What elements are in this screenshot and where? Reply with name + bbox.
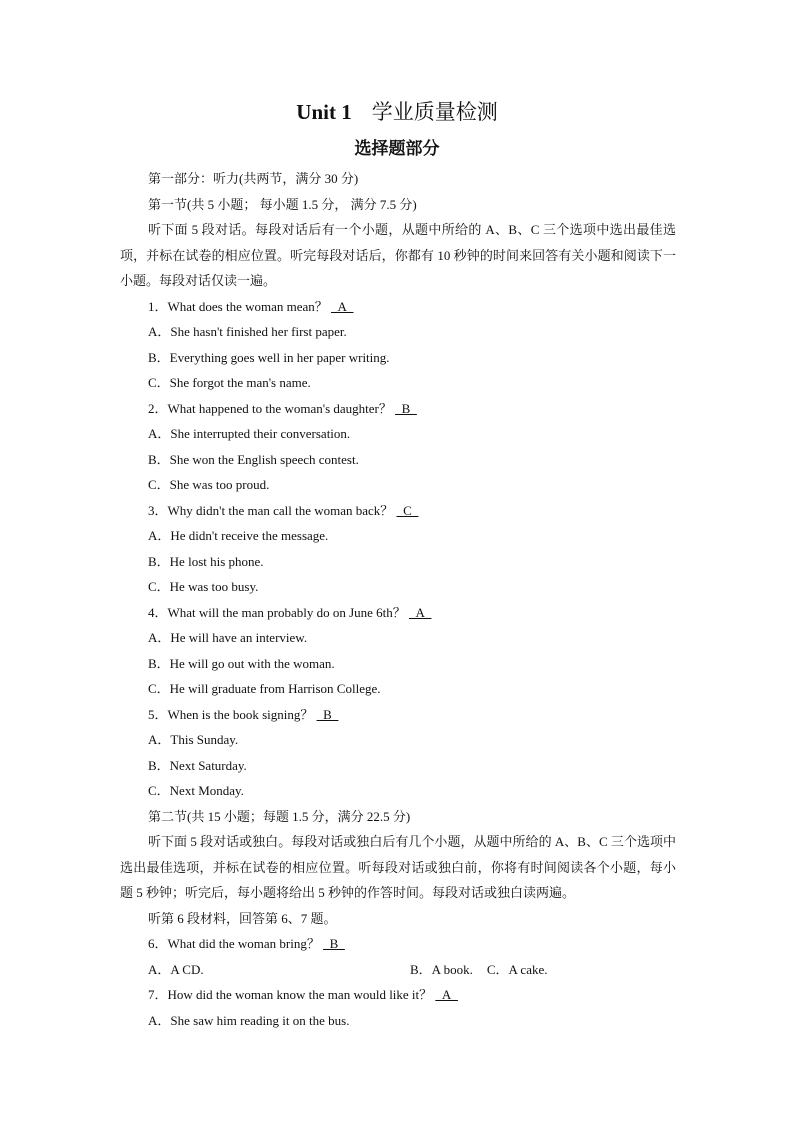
answer: _B_ bbox=[395, 400, 417, 416]
option: B．He lost his phone. bbox=[148, 553, 264, 569]
question-text: 4．What will the man probably do on June 6th？ bbox=[148, 604, 406, 620]
question-text: 7．How did the woman know the man would like it？ bbox=[148, 987, 433, 1002]
option: C．He was too busy. bbox=[148, 579, 259, 594]
option: A．She interrupted their conversation. bbox=[148, 426, 351, 441]
answer: _B_ bbox=[323, 936, 345, 951]
option: B．Next Saturday. bbox=[148, 757, 247, 773]
option: B．Everything goes well in her paper writing. bbox=[148, 349, 390, 365]
option: C．A cake. bbox=[486, 961, 548, 977]
option: A．He didn't receive the message. bbox=[148, 528, 329, 543]
part1-heading: 第一部分：听力(共两节，满分 30 分) bbox=[148, 171, 359, 186]
question-3 bbox=[120, 498, 676, 524]
option: A．She saw him reading it on the bus. bbox=[148, 1012, 350, 1028]
answer: _A_ bbox=[409, 604, 432, 620]
section2-heading: 第二节(共 15 小题；每题 1.5 分，满分 22.5 分) bbox=[148, 808, 411, 824]
question-text: 6．What did the woman bring？ bbox=[148, 936, 320, 951]
option: A．A CD. bbox=[148, 961, 204, 977]
option: B．A book. bbox=[410, 961, 473, 977]
question-text: 1．What does the woman mean？ bbox=[148, 298, 328, 314]
option: C．She was too proud. bbox=[148, 477, 270, 492]
option: C．She forgot the man's name. bbox=[148, 375, 311, 390]
question-5 bbox=[120, 702, 676, 728]
question-4 bbox=[120, 600, 676, 626]
page-title bbox=[0, 98, 794, 126]
question-text: 5．When is the book signing？ bbox=[148, 706, 314, 722]
option: A．She hasn't finished her first paper. bbox=[148, 324, 347, 339]
section2-instructions: 听下面 5 段对话或独白。每段对话或独白后有几个小题，从题中所给的 A、B、C 三个选项中选出最佳选项，并标在试卷的相应位置。听每段对话或独白前，你将有时间阅读各个小题，每小题 5 秒钟；听完后，每小题将给出 5 秒钟的作答时间。每段对话或独白读两遍。 bbox=[120, 834, 676, 900]
section1-instructions: 听下面 5 段对话。每段对话后有一个小题，从题中所给的 A、B、C 三个选项中选出最佳选项，并标在试卷的相应位置。听完每段对话后，你都有 10 秒钟的时间来回答有关小题和阅读下一小题。每段对话仅读一遍。 bbox=[120, 222, 676, 288]
question-6 bbox=[120, 931, 676, 957]
section-subtitle: 选择题部分 bbox=[354, 139, 440, 158]
option: A．He will have an interview. bbox=[148, 630, 308, 645]
document-body bbox=[120, 166, 676, 1033]
unit-title-name: 学业质量检测 bbox=[371, 100, 498, 124]
option: C．He will graduate from Harrison College. bbox=[148, 681, 381, 696]
question-7 bbox=[120, 982, 676, 1008]
answer: _A_ bbox=[331, 298, 354, 314]
option: B．He will go out with the woman. bbox=[148, 655, 335, 671]
question-6-options bbox=[120, 957, 676, 983]
question-2 bbox=[120, 396, 676, 422]
unit-label: Unit 1 bbox=[296, 100, 352, 124]
section1-heading: 第一节(共 5 小题； 每小题 1.5 分， 满分 7.5 分) bbox=[148, 196, 417, 212]
answer: _B_ bbox=[316, 706, 339, 722]
option: C．Next Monday. bbox=[148, 783, 244, 798]
question-text: 3．Why didn't the man call the woman back？ bbox=[148, 502, 394, 518]
option: A．This Sunday. bbox=[148, 732, 239, 747]
material-6-heading: 听第 6 段材料，回答第 6、7 题。 bbox=[148, 910, 337, 926]
answer: _C_ bbox=[396, 502, 419, 518]
question-1 bbox=[120, 294, 676, 320]
question-text: 2．What happened to the woman's daughter？ bbox=[148, 400, 392, 416]
option: B．She won the English speech contest. bbox=[148, 451, 359, 467]
answer: _A_ bbox=[435, 987, 458, 1002]
